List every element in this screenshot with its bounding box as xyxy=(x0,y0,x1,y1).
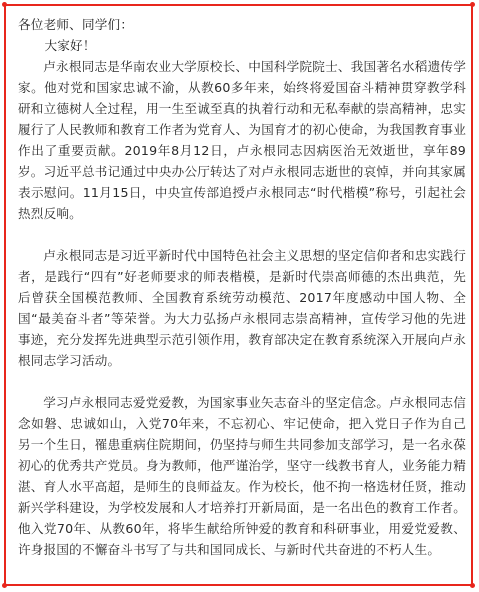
letter-body xyxy=(18,14,466,560)
paragraph-gap xyxy=(18,371,466,392)
corner-dot-top-left xyxy=(2,2,7,7)
paragraph-intro: 卢永根同志是华南农业大学原校长、中国科学院院士、我国著名水稻遗传学家。他对党和国家忠诚不渝，从教60多年来，始终将爱国奋斗精神贯穿教学科研和立德树人全过程，用一生至诚至真的执着行动和无私奉献的崇高精神，忠实履行了人民教师和教育工作者为党育人、为国育才的初心使命，为我国教育事业作出了重要贡献。2019年8月12日，卢永根同志因病医治无效逝世，享年89岁。习近平总书记通过中央办公厅转达了对卢永根同志逝世的哀悼，并向其家属表示慰问。11月15日，中央宣传部追授卢永根同志“时代楷模”称号，引起社会热烈反响。 xyxy=(18,59,466,221)
corner-dot-bottom-right xyxy=(470,583,475,588)
paragraph-beliefs: 学习卢永根同志爱党爱教，为国家事业矢志奋斗的坚定信念。卢永根同志信念如磐、忠诚如山，入党70年来，不忘初心、牢记使命，把入党日子作为自己另一个生日，罹患重病住院期间，仍坚持与师生共同参加支部学习，是一名永葆初心的优秀共产党员。身为教师，他严谨治学，坚守一线教书育人，业务能力精湛、育人水平高超，是师生的良师益友。作为校长，他不拘一格选材任贤，推动新兴学科建设，为学校发展和人才培养打开新局面，是一名出色的教育工作者。他入党70年、从教60年，将毕生献给所钟爱的教育和科研事业，用爱党爱教、许身报国的不懈奋斗书写了与共和国同成长、与新时代共奋进的不朽人生。 xyxy=(18,395,466,557)
greeting: 大家好！ xyxy=(44,38,96,53)
paragraph-honors: 卢永根同志是习近平新时代中国特色社会主义思想的坚定信仰者和忠实践行者，是践行“四有”好老师要求的师表楷模，是新时代崇高师德的杰出典范，先后曾获全国模范教师、全国教育系统劳动模范、2017年度感动中国人物、全国“最美奋斗者”等荣誉。为大力弘扬卢永根同志崇高精神，宣传学习他的先进事迹，充分发挥先进典型示范引领作用，教育部决定在教育系统深入开展向卢永根同志学习活动。 xyxy=(18,248,466,368)
corner-dot-top-right xyxy=(470,2,475,7)
corner-dot-bottom-left xyxy=(2,583,7,588)
salutation: 各位老师、同学们： xyxy=(18,17,134,32)
paragraph-gap xyxy=(18,224,466,245)
